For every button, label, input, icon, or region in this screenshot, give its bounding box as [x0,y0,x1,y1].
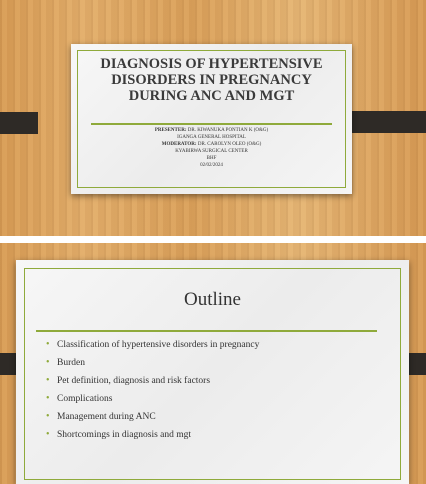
presenter-line [71,127,352,134]
bullet-icon: • [46,393,50,404]
slide-title [71,56,352,104]
title-line-2: DISORDERS IN PREGNANCY [111,72,312,88]
list-item: • Shortcomings in diagnosis and mgt [46,429,192,440]
org: BHF [206,156,217,161]
presenter-name: DR. KIWANUKA PONTIAN K (O&G) [187,128,269,133]
outline-slide [0,243,426,484]
slide-divider [0,236,426,243]
list-item: • Complications [46,393,113,404]
moderator-label: MODERATOR: [161,142,197,147]
bullet-icon: • [46,339,50,350]
list-item: • Classification of hypertensive disorders in pregnancy [46,339,260,350]
title-rule [91,123,332,125]
presenter-hospital: IGANGA GENERAL HOSPITAL [177,135,246,140]
outline-rule [36,330,377,332]
outline-card [16,260,409,484]
list-item: • Pet definition, diagnosis and risk factors [46,375,211,386]
date: 02/02/2024 [200,163,223,168]
outline-list [46,339,259,447]
title-line-3: DURING ANC AND MGT [128,88,295,104]
outline-title: Outline [184,289,241,310]
title-line-1: DIAGNOSIS OF HYPERTENSIVE [100,56,323,72]
list-item: • Burden [46,357,85,368]
presenter-label: PRESENTER: [154,128,187,133]
left-accent-bar [0,112,38,134]
list-item: • Management during ANC [46,411,156,422]
moderator-center: KYABIRWA SURGICAL CENTER [175,149,248,154]
presenter-details [71,127,352,169]
bullet-icon: • [46,429,50,440]
left-accent-bar [0,353,16,375]
moderator-line [71,141,352,148]
bullet-icon: • [46,411,50,422]
right-accent-bar [341,111,426,133]
bullet-icon: • [46,375,50,386]
title-card [71,44,352,194]
moderator-name: DR. CAROLYN OLEO (O&G) [197,142,262,147]
title-slide [0,0,426,236]
bullet-icon: • [46,357,50,368]
